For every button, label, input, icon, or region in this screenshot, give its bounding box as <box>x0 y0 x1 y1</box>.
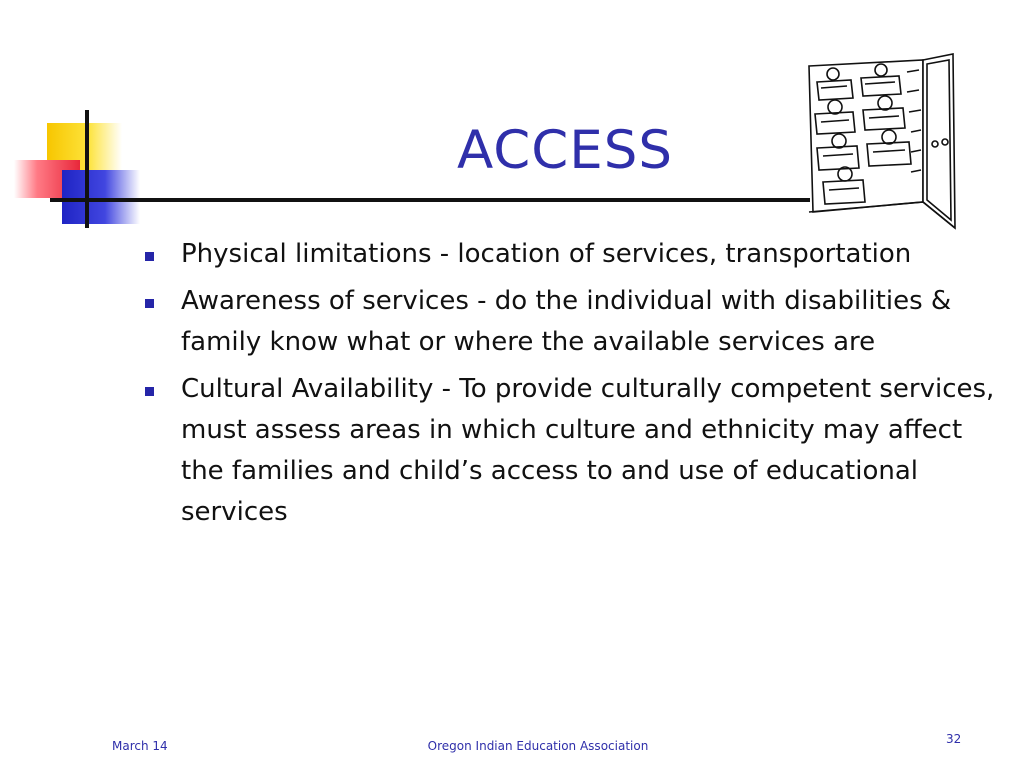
list-item <box>142 234 1002 275</box>
footer-organization: Oregon Indian Education Association <box>427 739 649 753</box>
list-item <box>142 369 1002 533</box>
bullet-square-icon <box>145 387 154 396</box>
title-underline-rule <box>50 198 810 202</box>
bullet-text: Awareness of services - do the individual with disabilities & family know what or where the available services are <box>181 286 952 357</box>
bullet-text: Cultural Availability - To provide culturally competent services, must assess areas in which culture and ethnicity may affect the families and child’s access to and use of educational services <box>181 374 995 527</box>
bullet-square-icon <box>145 252 154 261</box>
page-number: 32 <box>946 732 962 746</box>
decorative-vertical-line <box>85 110 89 228</box>
bullet-text: Physical limitations - location of services, transportation <box>181 239 912 269</box>
footer-date: March 14 <box>112 739 168 753</box>
bullet-square-icon <box>145 299 154 308</box>
list-item <box>142 281 1002 363</box>
bullet-list <box>142 234 1002 539</box>
classroom-door-icon <box>803 52 963 232</box>
slide-title: ACCESS <box>456 120 674 181</box>
decorative-blue-square <box>62 170 140 224</box>
